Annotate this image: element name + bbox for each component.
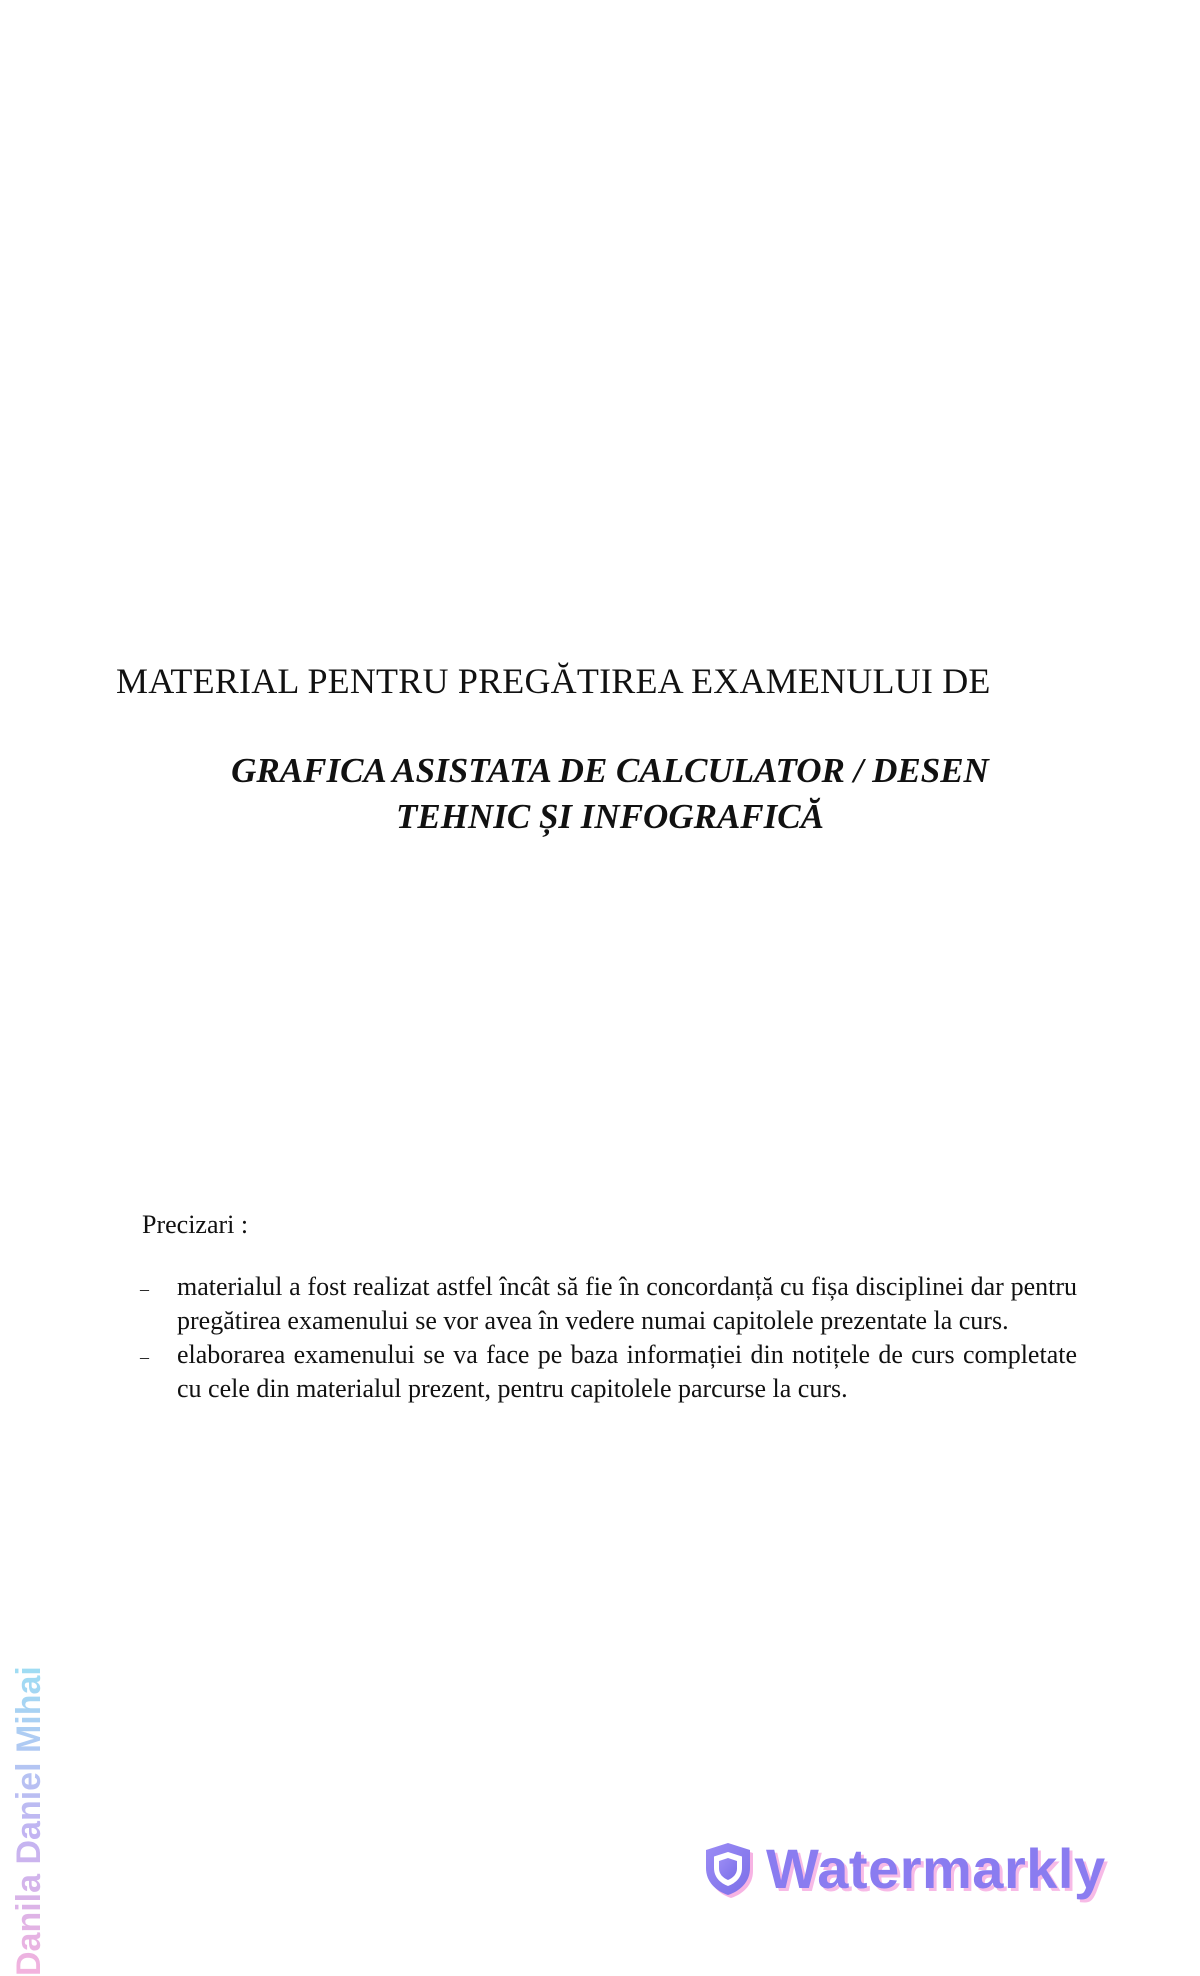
list-item xyxy=(140,1270,1077,1338)
list-item xyxy=(140,1338,1077,1406)
notes-label: Precizari : xyxy=(142,1210,249,1239)
dash-bullet: – xyxy=(140,1347,149,1367)
side-watermark-text: Danila Daniel Mihai xyxy=(10,1666,48,1976)
list-item-text: materialul a fost realizat astfel încât să fie în concordanță cu fișa disciplinei dar pentru pregătirea examenului se vor avea în vedere numai capitolele prezentate la curs. xyxy=(177,1272,1077,1335)
document-heading: MATERIAL PENTRU PREGĂTIREA EXAMENULUI DE xyxy=(116,661,991,701)
notes-list xyxy=(140,1270,1077,1406)
brand-watermark xyxy=(702,1837,1106,1900)
document-subtitle xyxy=(120,748,1100,840)
list-item-text: elaborarea examenului se va face pe baza informației din notițele de curs completate cu cele din materialul prezent, pentru capitolele parcurse la curs. xyxy=(177,1340,1077,1403)
brand-watermark-text: Watermarkly xyxy=(766,1837,1106,1900)
shield-icon xyxy=(702,1840,754,1898)
subtitle-line-1: GRAFICA ASISTATA DE CALCULATOR / DESEN xyxy=(231,751,989,790)
dash-bullet: – xyxy=(140,1279,149,1299)
subtitle-line-2: TEHNIC ȘI INFOGRAFICĂ xyxy=(396,797,824,836)
